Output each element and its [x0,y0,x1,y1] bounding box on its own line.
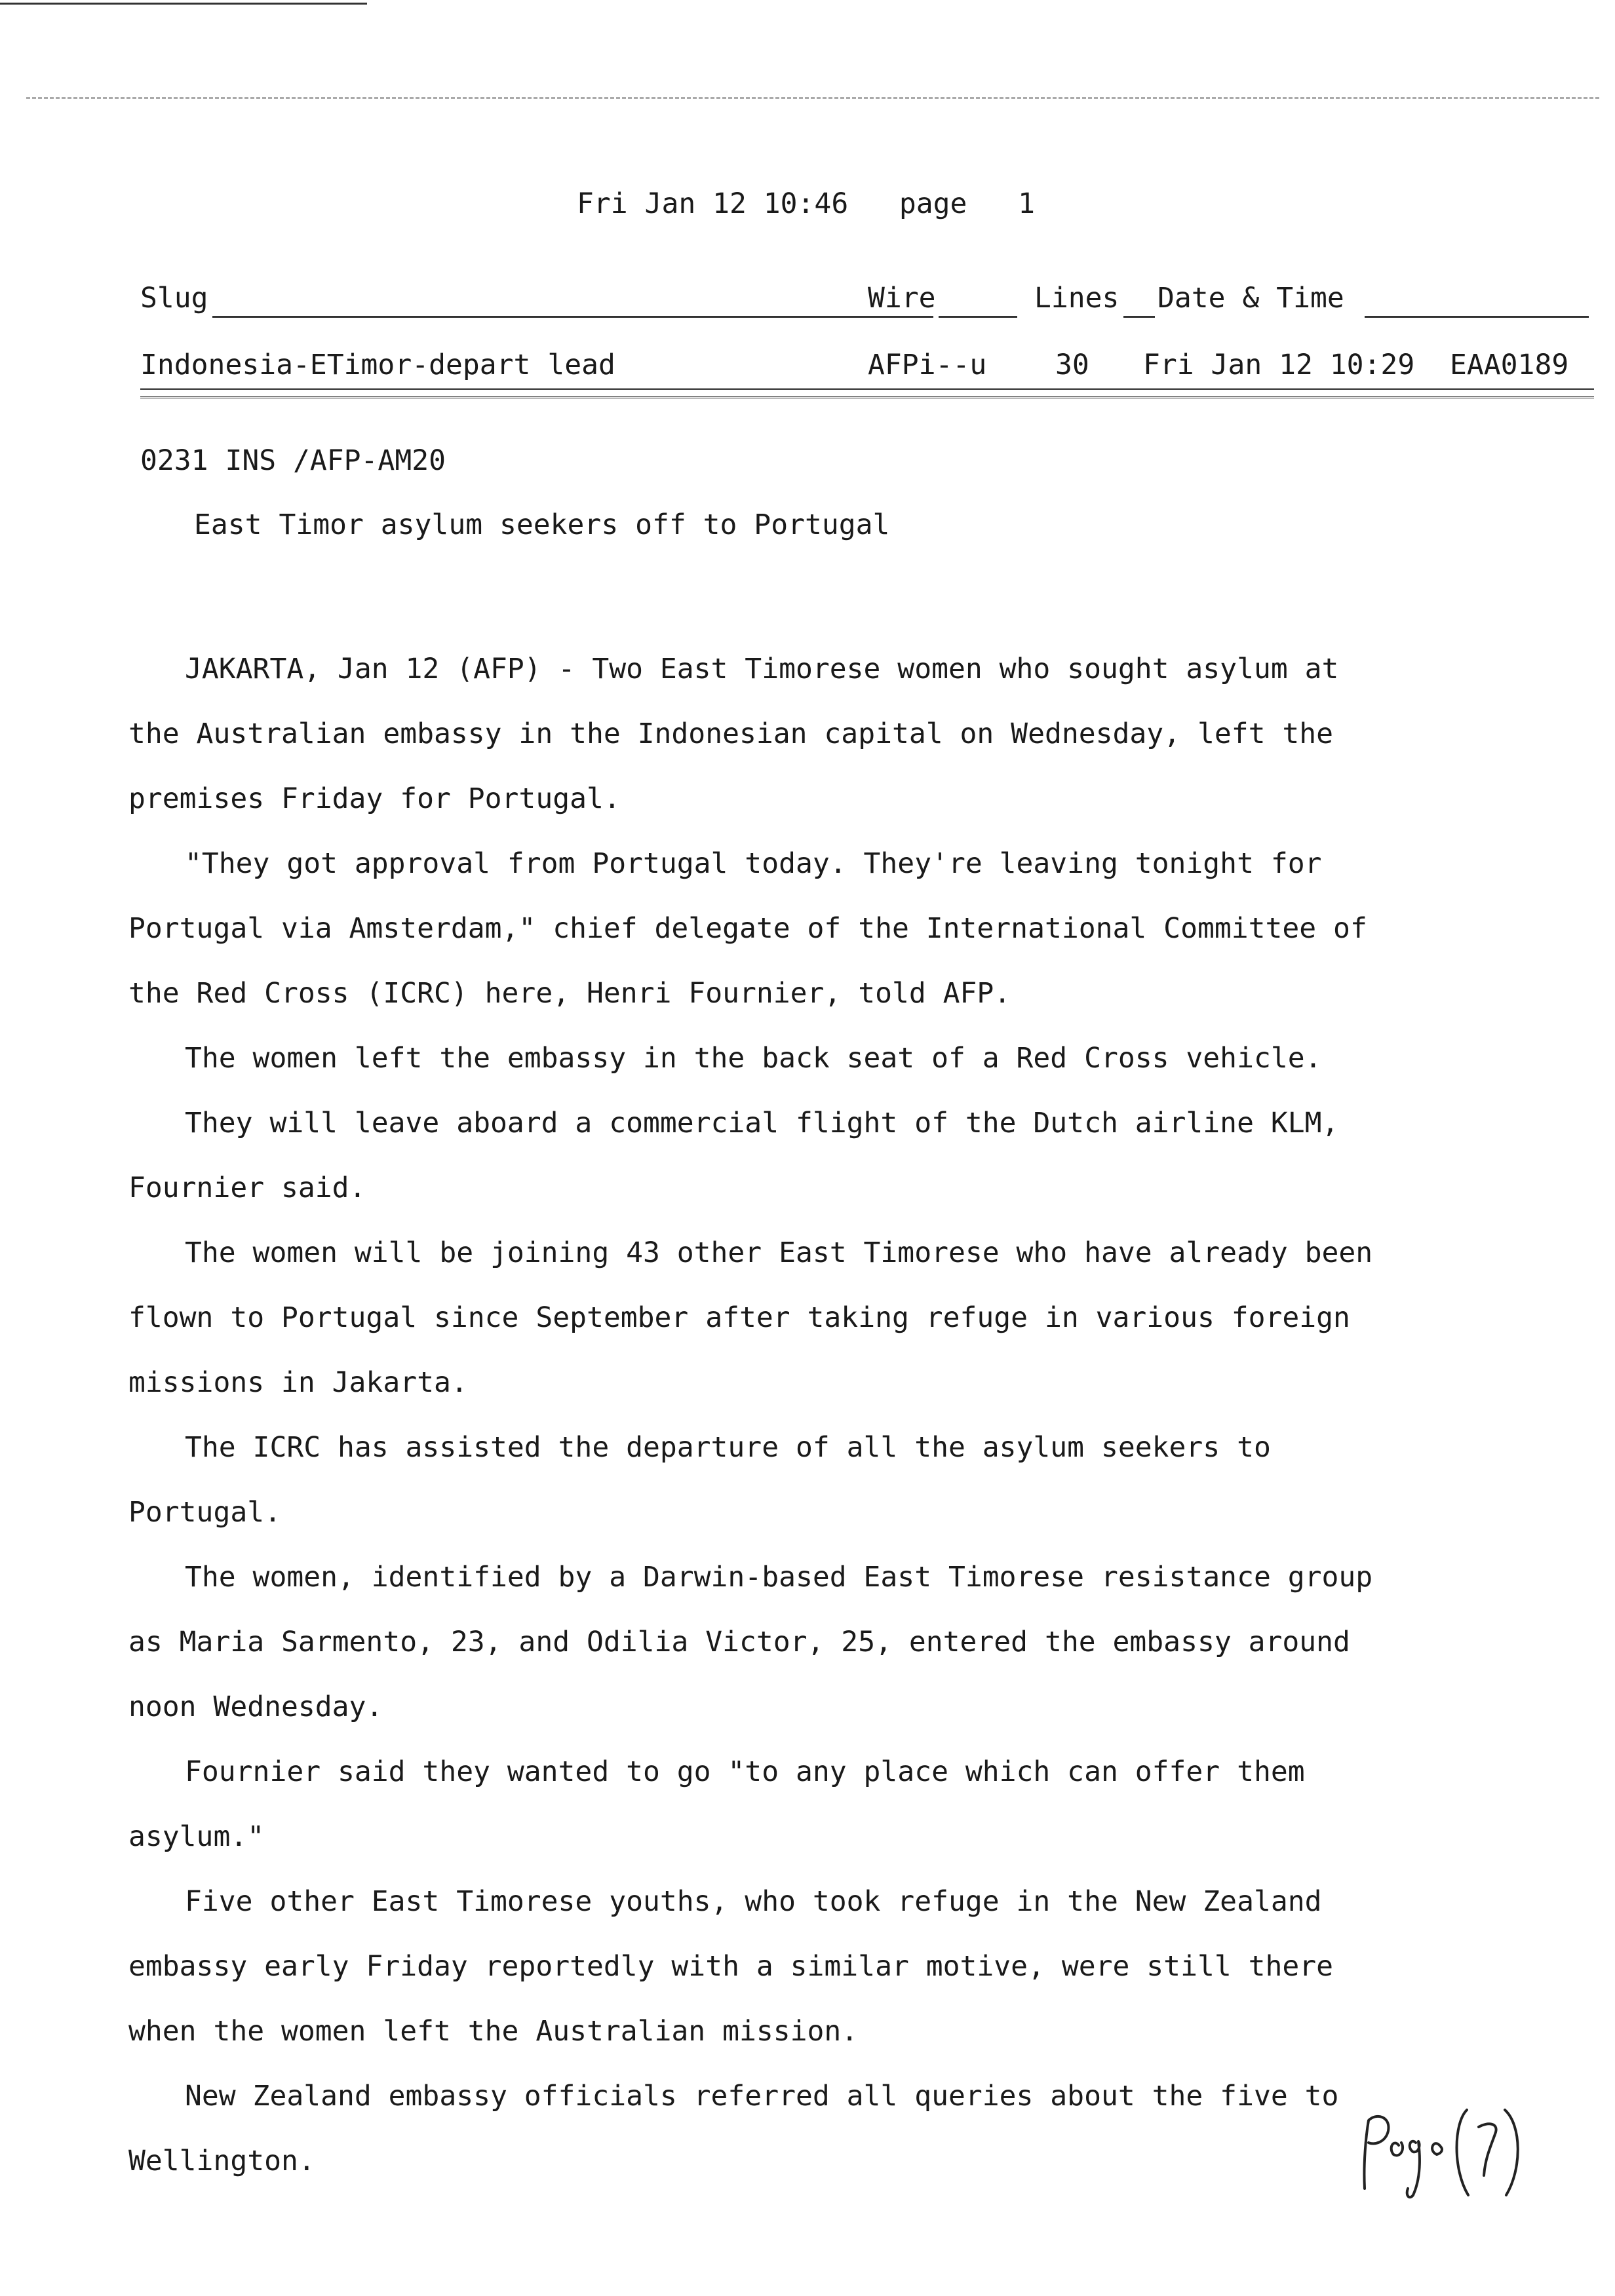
col-lines: Lines [1034,282,1119,315]
paragraph: JAKARTA, Jan 12 (AFP) - Two East Timorese women who sought asylum at the Australian embassy in the Indonesian capital on Wednesday, left the premises Friday for Portugal. [128,653,1339,815]
wire-underline [939,316,1017,318]
slug-underline [212,316,933,318]
paragraph: Five other East Timorese youths, who took refuge in the New Zealand embassy early Friday reportedly with a similar motive, were still there when the women left the Australian mission. [128,1885,1334,2048]
story-wire: AFPi--u [868,349,987,381]
story-lines: 30 [1055,349,1089,381]
paragraph: Fournier said they wanted to go "to any place which can offer them asylum." [128,1755,1305,1853]
page-header: Fri Jan 12 10:46 page 1 [577,187,1035,220]
paragraph: The women, identified by a Darwin-based East Timorese resistance group as Maria Sarmento, 23, and Odilia Victor, 25, entered the embassy around noon Wednesday. [128,1561,1373,1723]
paragraph: The women left the embassy in the back seat of a Red Cross vehicle. [185,1042,1322,1075]
story-slug: Indonesia-ETimor-depart lead [140,349,615,381]
dashed-divider [26,97,1599,99]
double-rule [140,388,1594,398]
paragraph: The women will be joining 43 other East Timorese who have already been flown to Portugal since September after taking refuge in various foreign missions in Jakarta. [128,1236,1373,1399]
story-date-time: Fri Jan 12 10:29 [1143,349,1415,381]
paragraph: The ICRC has assisted the departure of all the asylum seekers to Portugal. [128,1431,1271,1529]
paragraph: They will leave aboard a commercial flight of the Dutch airline KLM, Fournier said. [128,1107,1339,1204]
top-rule [0,3,367,5]
wire-reference: 0231 INS /AFP-AM20 [140,444,446,477]
lines-underline [1123,316,1155,318]
paragraph: "They got approval from Portugal today. They're leaving tonight for Portugal via Amsterdam," chief delegate of the International Committee of the Red Cross (ICRC) here, Henri Fournier, told AFP. [128,847,1367,1010]
date-underline [1365,316,1589,318]
paragraph: New Zealand embassy officials referred all queries about the five to Wellington. [128,2080,1339,2177]
story-id: EAA0189 [1450,349,1569,381]
col-date-time: Date & Time [1158,282,1344,315]
col-slug: Slug [140,282,208,315]
handwritten-page-note [1350,2097,1534,2215]
headline: East Timor asylum seekers off to Portugal [194,508,890,541]
col-wire: Wire [868,282,936,315]
article-body [128,637,1400,2194]
